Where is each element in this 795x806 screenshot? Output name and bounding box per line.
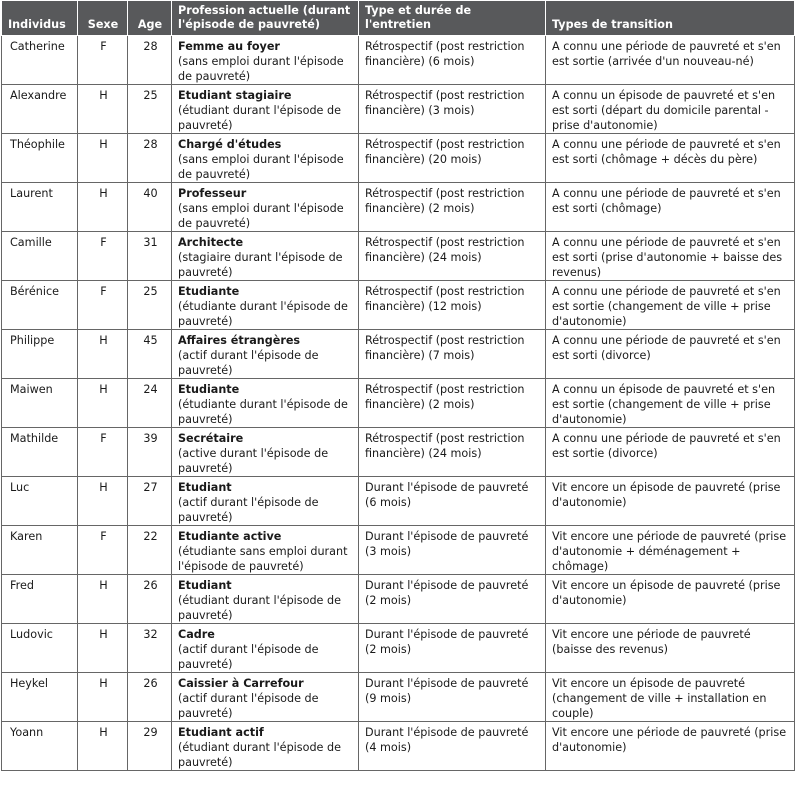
profession-detail: (étudiante durant l'épisode de pauvreté) xyxy=(178,398,348,426)
cell-type-entretien: Durant l'épisode de pauvreté (2 mois) xyxy=(359,575,546,624)
cell-transition: Vit encore une période de pauvreté (prise d'autonomie) xyxy=(546,722,795,771)
cell-sexe: H xyxy=(78,624,128,673)
cell-type-entretien: Rétrospectif (post restriction financière) (20 mois) xyxy=(359,134,546,183)
table-row xyxy=(2,36,795,85)
profession-title: Chargé d'études xyxy=(178,138,282,151)
cell-transition: Vit encore un épisode de pauvreté (changement de ville + installation en couple) xyxy=(546,673,795,722)
cell-transition: Vit encore une période de pauvreté (baisse des revenus) xyxy=(546,624,795,673)
cell-profession xyxy=(172,330,359,379)
profession-detail: (active durant l'épisode de pauvreté) xyxy=(178,447,329,475)
profession-title: Cadre xyxy=(178,628,215,641)
cell-transition: Vit encore une période de pauvreté (prise d'autonomie + déménagement + chômage) xyxy=(546,526,795,575)
profession-title: Professeur xyxy=(178,187,247,200)
table-row xyxy=(2,134,795,183)
profession-title: Etudiante xyxy=(178,383,240,396)
cell-age: 26 xyxy=(128,673,172,722)
profession-detail: (étudiante durant l'épisode de pauvreté) xyxy=(178,300,348,328)
cell-age: 40 xyxy=(128,183,172,232)
profession-detail: (sans emploi durant l'épisode de pauvreté) xyxy=(178,202,344,230)
table-row xyxy=(2,428,795,477)
cell-profession xyxy=(172,134,359,183)
profession-detail: (étudiante sans emploi durant l'épisode de pauvreté) xyxy=(178,545,348,573)
cell-type-entretien: Rétrospectif (post restriction financière) (24 mois) xyxy=(359,232,546,281)
cell-individu: Théophile xyxy=(2,134,78,183)
cell-transition: A connu une période de pauvreté et s'en est sortie (changement de ville + prise d'autonomie) xyxy=(546,281,795,330)
table-row xyxy=(2,330,795,379)
profession-detail: (sans emploi durant l'épisode de pauvreté) xyxy=(178,153,344,181)
header-age: Age xyxy=(128,1,172,36)
table-row xyxy=(2,673,795,722)
cell-individu: Fred xyxy=(2,575,78,624)
cell-sexe: H xyxy=(78,134,128,183)
cell-sexe: F xyxy=(78,36,128,85)
cell-age: 25 xyxy=(128,281,172,330)
cell-transition: A connu une période de pauvreté et s'en est sorti (divorce) xyxy=(546,330,795,379)
table-row xyxy=(2,575,795,624)
profession-title: Architecte xyxy=(178,236,244,249)
cell-type-entretien: Durant l'épisode de pauvreté (9 mois) xyxy=(359,673,546,722)
cell-type-entretien: Rétrospectif (post restriction financière) (3 mois) xyxy=(359,85,546,134)
cell-transition: Vit encore un épisode de pauvreté (prise d'autonomie) xyxy=(546,575,795,624)
table-row xyxy=(2,379,795,428)
cell-profession xyxy=(172,281,359,330)
profession-title: Secrétaire xyxy=(178,432,244,445)
cell-individu: Mathilde xyxy=(2,428,78,477)
header-types-transition: Types de transition xyxy=(546,1,795,36)
header-sexe: Sexe xyxy=(78,1,128,36)
header-individus: Individus xyxy=(2,1,78,36)
cell-sexe: F xyxy=(78,428,128,477)
cell-type-entretien: Rétrospectif (post restriction financière) (2 mois) xyxy=(359,183,546,232)
profession-title: Etudiant xyxy=(178,579,232,592)
cell-sexe: F xyxy=(78,281,128,330)
cell-sexe: H xyxy=(78,183,128,232)
cell-age: 27 xyxy=(128,477,172,526)
cell-individu: Camille xyxy=(2,232,78,281)
cell-age: 26 xyxy=(128,575,172,624)
cell-age: 39 xyxy=(128,428,172,477)
table-row xyxy=(2,232,795,281)
table-row xyxy=(2,281,795,330)
cell-type-entretien: Rétrospectif (post restriction financière) (12 mois) xyxy=(359,281,546,330)
cell-individu: Philippe xyxy=(2,330,78,379)
cell-sexe: H xyxy=(78,330,128,379)
cell-individu: Ludovic xyxy=(2,624,78,673)
cell-type-entretien: Rétrospectif (post restriction financière) (7 mois) xyxy=(359,330,546,379)
cell-age: 28 xyxy=(128,36,172,85)
cell-transition: A connu une période de pauvreté et s'en est sorti (chômage + décès du père) xyxy=(546,134,795,183)
profession-title: Femme au foyer xyxy=(178,40,280,53)
cell-transition: A connu une période de pauvreté et s'en est sorti (chômage) xyxy=(546,183,795,232)
cell-profession xyxy=(172,379,359,428)
cell-profession xyxy=(172,575,359,624)
cell-age: 24 xyxy=(128,379,172,428)
table-row xyxy=(2,722,795,771)
table-row xyxy=(2,477,795,526)
profession-detail: (sans emploi durant l'épisode de pauvreté) xyxy=(178,55,344,83)
cell-individu: Yoann xyxy=(2,722,78,771)
table-row xyxy=(2,183,795,232)
cell-profession xyxy=(172,526,359,575)
cell-sexe: H xyxy=(78,477,128,526)
cell-profession xyxy=(172,85,359,134)
profession-title: Etudiant xyxy=(178,481,232,494)
cell-type-entretien: Durant l'épisode de pauvreté (3 mois) xyxy=(359,526,546,575)
cell-transition: A connu une période de pauvreté et s'en est sortie (arrivée d'un nouveau-né) xyxy=(546,36,795,85)
cell-sexe: H xyxy=(78,575,128,624)
cell-age: 25 xyxy=(128,85,172,134)
table-row xyxy=(2,85,795,134)
cell-profession xyxy=(172,183,359,232)
cell-sexe: F xyxy=(78,232,128,281)
cell-age: 22 xyxy=(128,526,172,575)
cell-profession xyxy=(172,624,359,673)
profession-detail: (actif durant l'épisode de pauvreté) xyxy=(178,496,319,524)
cell-transition: A connu une période de pauvreté et s'en est sorti (prise d'autonomie + baisse des revenus) xyxy=(546,232,795,281)
interview-table xyxy=(1,0,795,771)
cell-sexe: F xyxy=(78,526,128,575)
table-row xyxy=(2,526,795,575)
profession-detail: (actif durant l'épisode de pauvreté) xyxy=(178,349,319,377)
cell-individu: Heykel xyxy=(2,673,78,722)
header-profession: Profession actuelle (durant l'épisode de pauvreté) xyxy=(172,1,359,36)
cell-individu: Maiwen xyxy=(2,379,78,428)
cell-profession xyxy=(172,428,359,477)
profession-title: Etudiant stagiaire xyxy=(178,89,292,102)
cell-age: 45 xyxy=(128,330,172,379)
table-row xyxy=(2,624,795,673)
cell-age: 31 xyxy=(128,232,172,281)
cell-type-entretien: Durant l'épisode de pauvreté (4 mois) xyxy=(359,722,546,771)
profession-detail: (actif durant l'épisode de pauvreté) xyxy=(178,643,319,671)
cell-age: 28 xyxy=(128,134,172,183)
profession-detail: (étudiant durant l'épisode de pauvreté) xyxy=(178,741,341,769)
cell-individu: Catherine xyxy=(2,36,78,85)
profession-title: Affaires étrangères xyxy=(178,334,301,347)
profession-title: Etudiant actif xyxy=(178,726,264,739)
profession-title: Etudiante xyxy=(178,285,240,298)
cell-sexe: H xyxy=(78,673,128,722)
cell-sexe: H xyxy=(78,85,128,134)
table-body xyxy=(2,36,795,771)
profession-detail: (étudiant durant l'épisode de pauvreté) xyxy=(178,594,341,622)
cell-individu: Alexandre xyxy=(2,85,78,134)
cell-profession xyxy=(172,477,359,526)
cell-transition: A connu un épisode de pauvreté et s'en est sorti (départ du domicile parental - prise d'autonomie) xyxy=(546,85,795,134)
cell-sexe: H xyxy=(78,722,128,771)
cell-transition: Vit encore un épisode de pauvreté (prise d'autonomie) xyxy=(546,477,795,526)
cell-age: 29 xyxy=(128,722,172,771)
cell-transition: A connu une période de pauvreté et s'en est sortie (divorce) xyxy=(546,428,795,477)
profession-title: Caissier à Carrefour xyxy=(178,677,304,690)
profession-detail: (actif durant l'épisode de pauvreté) xyxy=(178,692,319,720)
cell-type-entretien: Rétrospectif (post restriction financière) (24 mois) xyxy=(359,428,546,477)
header-type-entretien: Type et durée de l'entretien xyxy=(359,1,546,36)
cell-type-entretien: Rétrospectif (post restriction financière) (6 mois) xyxy=(359,36,546,85)
cell-profession xyxy=(172,722,359,771)
cell-type-entretien: Rétrospectif (post restriction financière) (2 mois) xyxy=(359,379,546,428)
profession-detail: (stagiaire durant l'épisode de pauvreté) xyxy=(178,251,343,279)
cell-profession xyxy=(172,673,359,722)
cell-individu: Bérénice xyxy=(2,281,78,330)
cell-type-entretien: Durant l'épisode de pauvreté (6 mois) xyxy=(359,477,546,526)
profession-title: Etudiante active xyxy=(178,530,282,543)
cell-individu: Luc xyxy=(2,477,78,526)
cell-individu: Laurent xyxy=(2,183,78,232)
cell-profession xyxy=(172,232,359,281)
profession-detail: (étudiant durant l'épisode de pauvreté) xyxy=(178,104,341,132)
cell-individu: Karen xyxy=(2,526,78,575)
cell-age: 32 xyxy=(128,624,172,673)
cell-sexe: H xyxy=(78,379,128,428)
cell-transition: A connu un épisode de pauvreté et s'en est sortie (changement de ville + prise d'autonomie) xyxy=(546,379,795,428)
cell-type-entretien: Durant l'épisode de pauvreté (2 mois) xyxy=(359,624,546,673)
table-header xyxy=(2,1,795,36)
cell-profession xyxy=(172,36,359,85)
